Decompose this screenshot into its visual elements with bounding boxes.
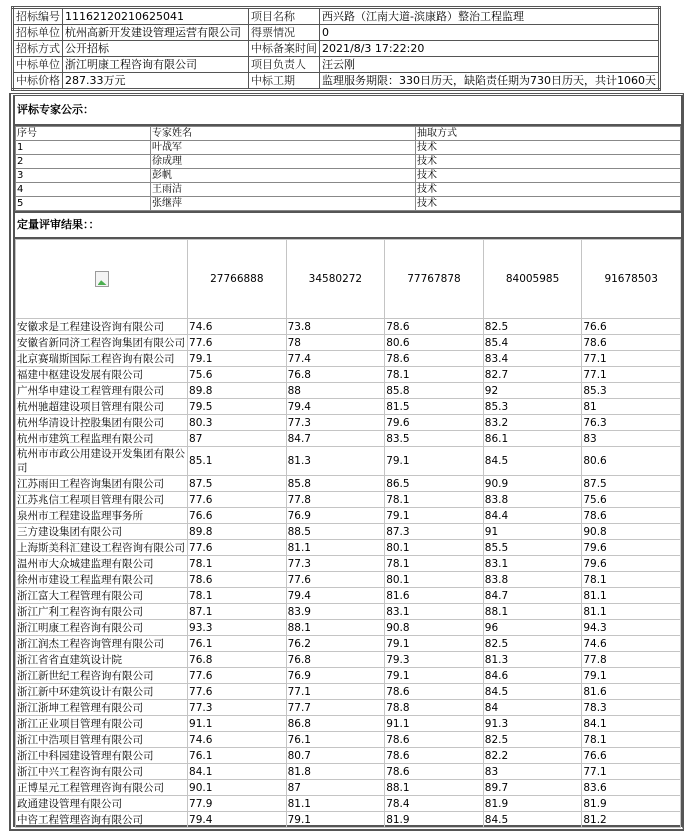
score-cell: 88.1 <box>286 620 385 636</box>
info-value: 公开招标 <box>63 41 249 57</box>
score-row <box>16 492 681 508</box>
score-cell: 76.6 <box>582 748 681 764</box>
score-cell: 76.8 <box>286 652 385 668</box>
score-cell: 82.2 <box>483 748 582 764</box>
score-cell: 79.6 <box>582 556 681 572</box>
expert-name: 徐成理 <box>151 155 416 169</box>
score-cell: 79.1 <box>385 447 484 476</box>
score-cell: 87.5 <box>582 476 681 492</box>
score-cell: 96 <box>483 620 582 636</box>
company-name: 江苏兆信工程项目管理有限公司 <box>16 492 188 508</box>
score-cell: 80.1 <box>385 572 484 588</box>
expert-name: 彭帆 <box>151 169 416 183</box>
score-cell: 78.1 <box>188 588 287 604</box>
company-name: 温州市大众城建监理有限公司 <box>16 556 188 572</box>
info-label: 中标单位 <box>13 57 63 73</box>
score-row <box>16 540 681 556</box>
expert-method: 技术 <box>416 183 681 197</box>
info-label: 中标备案时间 <box>249 41 320 57</box>
score-cell: 77.1 <box>582 764 681 780</box>
company-name: 北京赛瑞斯国际工程咨询有限公司 <box>16 351 188 367</box>
score-cell: 78.6 <box>385 748 484 764</box>
company-name: 杭州市市政公用建设开发集团有限公司 <box>16 447 188 476</box>
score-cell: 91 <box>483 524 582 540</box>
score-row <box>16 524 681 540</box>
score-cell: 78.6 <box>385 732 484 748</box>
company-name: 杭州市建筑工程监理有限公司 <box>16 431 188 447</box>
score-cell: 83.8 <box>483 572 582 588</box>
company-name: 杭州驰超建设项目管理有限公司 <box>16 399 188 415</box>
score-cell: 87.3 <box>385 524 484 540</box>
experts-header-name: 专家姓名 <box>151 127 416 141</box>
expert-index: 5 <box>16 197 151 211</box>
score-cell: 79.6 <box>385 415 484 431</box>
score-cell: 77.9 <box>188 796 287 812</box>
company-name: 浙江新中环建筑设计有限公司 <box>16 684 188 700</box>
score-row <box>16 319 681 335</box>
expert-row <box>16 155 681 169</box>
score-cell: 78.4 <box>385 796 484 812</box>
score-row <box>16 476 681 492</box>
score-cell: 80.7 <box>286 748 385 764</box>
score-cell: 84 <box>483 700 582 716</box>
score-cell: 74.6 <box>188 732 287 748</box>
score-cell: 91.1 <box>188 716 287 732</box>
score-cell: 76.9 <box>286 668 385 684</box>
score-row <box>16 335 681 351</box>
score-cell: 77.7 <box>286 700 385 716</box>
score-cell: 76.8 <box>188 652 287 668</box>
score-cell: 80.3 <box>188 415 287 431</box>
expert-row <box>16 169 681 183</box>
info-label: 中标工期 <box>249 73 320 90</box>
score-cell: 77.8 <box>286 492 385 508</box>
company-name: 上海斯美科汇建设工程咨询有限公司 <box>16 540 188 556</box>
info-label: 招标编号 <box>13 8 63 25</box>
scores-header-expert: 91678503 <box>582 240 681 319</box>
score-cell: 87.1 <box>188 604 287 620</box>
score-cell: 78.1 <box>582 732 681 748</box>
score-cell: 83.6 <box>582 780 681 796</box>
score-cell: 77.6 <box>188 335 287 351</box>
score-cell: 81.3 <box>286 447 385 476</box>
info-value: 西兴路（江南大道-滨康路）整治工程监理 <box>320 8 660 25</box>
company-name: 浙江中浩项目管理有限公司 <box>16 732 188 748</box>
score-cell: 81.9 <box>483 796 582 812</box>
info-value: 汪云刚 <box>320 57 660 73</box>
score-cell: 83.2 <box>483 415 582 431</box>
info-value: 监理服务期限：330日历天，缺陷责任期为730日历天，共计1060天 <box>320 73 660 90</box>
expert-index: 1 <box>16 141 151 155</box>
score-cell: 76.6 <box>582 319 681 335</box>
score-cell: 91.3 <box>483 716 582 732</box>
score-row <box>16 716 681 732</box>
score-row <box>16 732 681 748</box>
score-cell: 79.1 <box>286 812 385 828</box>
scores-header-expert: 84005985 <box>483 240 582 319</box>
company-name: 浙江润杰工程咨询管理有限公司 <box>16 636 188 652</box>
score-row <box>16 684 681 700</box>
score-cell: 76.9 <box>286 508 385 524</box>
info-value: 287.33万元 <box>63 73 249 90</box>
score-cell: 82.5 <box>483 319 582 335</box>
company-name: 福建中枢建设发展有限公司 <box>16 367 188 383</box>
info-row <box>13 8 660 25</box>
score-cell: 75.6 <box>188 367 287 383</box>
score-cell: 81.9 <box>385 812 484 828</box>
score-row <box>16 415 681 431</box>
info-value: 11162120210625041 <box>63 8 249 25</box>
score-cell: 76.8 <box>286 367 385 383</box>
score-cell: 76.1 <box>188 636 287 652</box>
score-cell: 78.1 <box>582 572 681 588</box>
score-cell: 90.9 <box>483 476 582 492</box>
company-name: 杭州华清设计控股集团有限公司 <box>16 415 188 431</box>
score-cell: 89.8 <box>188 524 287 540</box>
score-cell: 79.5 <box>188 399 287 415</box>
score-row <box>16 447 681 476</box>
score-row <box>16 812 681 828</box>
score-cell: 84.5 <box>483 447 582 476</box>
score-cell: 84.7 <box>286 431 385 447</box>
scores-header-expert: 34580272 <box>286 240 385 319</box>
score-cell: 78.6 <box>385 764 484 780</box>
score-row <box>16 383 681 399</box>
evaluation-section-title: 定量评审结果：： <box>15 211 681 239</box>
company-name: 泉州市工程建设监理事务所 <box>16 508 188 524</box>
info-value: 0 <box>320 25 660 41</box>
info-value: 杭州高新开发建设管理运营有限公司 <box>63 25 249 41</box>
score-cell: 94.3 <box>582 620 681 636</box>
info-label: 招标方式 <box>13 41 63 57</box>
scores-header-expert: 27766888 <box>188 240 287 319</box>
score-cell: 78.8 <box>385 700 484 716</box>
score-cell: 81.3 <box>483 652 582 668</box>
score-cell: 77.1 <box>582 351 681 367</box>
score-cell: 89.8 <box>188 383 287 399</box>
score-cell: 78.1 <box>385 492 484 508</box>
score-cell: 81.1 <box>286 796 385 812</box>
score-cell: 84.4 <box>483 508 582 524</box>
score-cell: 83.1 <box>483 556 582 572</box>
score-cell: 76.1 <box>286 732 385 748</box>
score-cell: 79.6 <box>582 540 681 556</box>
score-cell: 85.4 <box>483 335 582 351</box>
score-cell: 81.5 <box>385 399 484 415</box>
score-cell: 90.1 <box>188 780 287 796</box>
expert-index: 4 <box>16 183 151 197</box>
score-cell: 79.3 <box>385 652 484 668</box>
score-cell: 74.6 <box>582 636 681 652</box>
score-cell: 85.8 <box>286 476 385 492</box>
score-cell: 80.6 <box>582 447 681 476</box>
score-row <box>16 588 681 604</box>
info-row <box>13 41 660 57</box>
score-cell: 85.3 <box>582 383 681 399</box>
score-cell: 81.9 <box>582 796 681 812</box>
score-cell: 74.6 <box>188 319 287 335</box>
score-cell: 78.6 <box>582 335 681 351</box>
info-value: 2021/8/3 17:22:20 <box>320 41 660 57</box>
company-name: 浙江省省直建筑设计院 <box>16 652 188 668</box>
company-name: 江苏雨田工程咨询集团有限公司 <box>16 476 188 492</box>
score-cell: 75.6 <box>582 492 681 508</box>
score-cell: 81.6 <box>582 684 681 700</box>
score-cell: 77.1 <box>286 684 385 700</box>
company-name: 广州华申建设工程管理有限公司 <box>16 383 188 399</box>
info-row <box>13 57 660 73</box>
info-row <box>13 25 660 41</box>
score-row <box>16 636 681 652</box>
scores-header-row <box>16 240 681 319</box>
score-cell: 87.5 <box>188 476 287 492</box>
score-cell: 73.8 <box>286 319 385 335</box>
results-panel <box>9 93 684 831</box>
score-cell: 78.1 <box>385 367 484 383</box>
score-cell: 87 <box>188 431 287 447</box>
score-cell: 78.6 <box>188 572 287 588</box>
score-cell: 79.1 <box>385 636 484 652</box>
score-cell: 84.7 <box>483 588 582 604</box>
company-name: 安徽求是工程建设咨询有限公司 <box>16 319 188 335</box>
score-row <box>16 620 681 636</box>
expert-index: 3 <box>16 169 151 183</box>
score-cell: 78.6 <box>385 319 484 335</box>
company-name: 浙江浙坤工程管理有限公司 <box>16 700 188 716</box>
score-cell: 89.7 <box>483 780 582 796</box>
score-cell: 77.8 <box>582 652 681 668</box>
score-cell: 83.4 <box>483 351 582 367</box>
score-cell: 93.3 <box>188 620 287 636</box>
company-name: 安徽省新同济工程咨询集团有限公司 <box>16 335 188 351</box>
score-cell: 87 <box>286 780 385 796</box>
score-cell: 88 <box>286 383 385 399</box>
company-name: 政通建设管理有限公司 <box>16 796 188 812</box>
expert-index: 2 <box>16 155 151 169</box>
score-cell: 76.2 <box>286 636 385 652</box>
expert-name: 张继萍 <box>151 197 416 211</box>
experts-table <box>15 126 681 211</box>
score-row <box>16 796 681 812</box>
score-cell: 88.5 <box>286 524 385 540</box>
score-cell: 77.4 <box>286 351 385 367</box>
score-cell: 78.6 <box>385 684 484 700</box>
score-cell: 78.1 <box>188 556 287 572</box>
score-cell: 80.1 <box>385 540 484 556</box>
score-row <box>16 604 681 620</box>
experts-header-row <box>16 127 681 141</box>
score-cell: 82.7 <box>483 367 582 383</box>
company-name: 浙江富大工程管理有限公司 <box>16 588 188 604</box>
score-cell: 78.6 <box>385 351 484 367</box>
score-cell: 83 <box>582 431 681 447</box>
score-cell: 79.4 <box>188 812 287 828</box>
score-cell: 86.1 <box>483 431 582 447</box>
scores-header-corner <box>16 240 188 319</box>
score-row <box>16 399 681 415</box>
score-cell: 81.8 <box>286 764 385 780</box>
company-name: 浙江中兴工程咨询有限公司 <box>16 764 188 780</box>
score-cell: 77.3 <box>286 556 385 572</box>
company-name: 浙江广利工程咨询有限公司 <box>16 604 188 620</box>
score-cell: 82.5 <box>483 732 582 748</box>
score-row <box>16 572 681 588</box>
company-name: 浙江中科园建设管理有限公司 <box>16 748 188 764</box>
score-cell: 76.3 <box>582 415 681 431</box>
score-cell: 78.6 <box>582 508 681 524</box>
broken-image-icon <box>95 271 109 287</box>
score-cell: 85.3 <box>483 399 582 415</box>
expert-row <box>16 197 681 211</box>
score-cell: 84.5 <box>483 684 582 700</box>
score-cell: 81.1 <box>582 588 681 604</box>
score-cell: 84.5 <box>483 812 582 828</box>
info-label: 项目名称 <box>249 8 320 25</box>
score-cell: 88.1 <box>385 780 484 796</box>
score-cell: 81.2 <box>582 812 681 828</box>
score-row <box>16 780 681 796</box>
score-cell: 83.1 <box>385 604 484 620</box>
score-cell: 81.6 <box>385 588 484 604</box>
expert-name: 叶战军 <box>151 141 416 155</box>
score-cell: 82.5 <box>483 636 582 652</box>
company-name: 徐州市建设工程监理有限公司 <box>16 572 188 588</box>
score-cell: 81.1 <box>582 604 681 620</box>
score-cell: 81.1 <box>286 540 385 556</box>
score-cell: 79.1 <box>582 668 681 684</box>
score-cell: 79.1 <box>385 508 484 524</box>
score-cell: 78 <box>286 335 385 351</box>
scores-header-expert: 77767878 <box>385 240 484 319</box>
score-cell: 90.8 <box>582 524 681 540</box>
score-cell: 92 <box>483 383 582 399</box>
score-cell: 85.1 <box>188 447 287 476</box>
score-cell: 83.9 <box>286 604 385 620</box>
experts-header-method: 抽取方式 <box>416 127 681 141</box>
company-name: 浙江明康工程咨询有限公司 <box>16 620 188 636</box>
info-value: 浙江明康工程咨询有限公司 <box>63 57 249 73</box>
score-cell: 78.1 <box>385 556 484 572</box>
score-cell: 77.3 <box>286 415 385 431</box>
bid-info-table <box>11 6 661 91</box>
score-cell: 79.1 <box>385 668 484 684</box>
score-row <box>16 700 681 716</box>
score-row <box>16 351 681 367</box>
score-cell: 76.6 <box>188 508 287 524</box>
score-cell: 81 <box>582 399 681 415</box>
company-name: 三方建设集团有限公司 <box>16 524 188 540</box>
score-cell: 79.1 <box>188 351 287 367</box>
score-cell: 86.8 <box>286 716 385 732</box>
score-cell: 76.1 <box>188 748 287 764</box>
experts-header-index: 序号 <box>16 127 151 141</box>
score-row <box>16 431 681 447</box>
score-row <box>16 668 681 684</box>
expert-method: 技术 <box>416 197 681 211</box>
score-cell: 77.6 <box>188 684 287 700</box>
expert-method: 技术 <box>416 169 681 183</box>
company-name: 浙江新世纪工程咨询有限公司 <box>16 668 188 684</box>
score-cell: 90.8 <box>385 620 484 636</box>
score-cell: 78.3 <box>582 700 681 716</box>
score-cell: 77.3 <box>188 700 287 716</box>
expert-row <box>16 183 681 197</box>
score-cell: 79.4 <box>286 588 385 604</box>
info-label: 得票情况 <box>249 25 320 41</box>
info-row <box>13 73 660 90</box>
scores-table <box>15 239 681 828</box>
info-label: 招标单位 <box>13 25 63 41</box>
company-name: 浙江正业项目管理有限公司 <box>16 716 188 732</box>
expert-row <box>16 141 681 155</box>
info-label: 中标价格 <box>13 73 63 90</box>
score-cell: 88.1 <box>483 604 582 620</box>
score-cell: 84.6 <box>483 668 582 684</box>
score-cell: 80.6 <box>385 335 484 351</box>
score-cell: 86.5 <box>385 476 484 492</box>
score-cell: 77.6 <box>188 492 287 508</box>
company-name: 正博星元工程管理咨询有限公司 <box>16 780 188 796</box>
score-cell: 77.6 <box>286 572 385 588</box>
score-row <box>16 764 681 780</box>
score-cell: 83.5 <box>385 431 484 447</box>
expert-method: 技术 <box>416 141 681 155</box>
expert-method: 技术 <box>416 155 681 169</box>
score-cell: 77.1 <box>582 367 681 383</box>
info-label: 项目负责人 <box>249 57 320 73</box>
score-row <box>16 652 681 668</box>
expert-name: 王雨洁 <box>151 183 416 197</box>
score-cell: 79.4 <box>286 399 385 415</box>
score-cell: 84.1 <box>582 716 681 732</box>
company-name: 中咨工程管理咨询有限公司 <box>16 812 188 828</box>
score-row <box>16 556 681 572</box>
score-cell: 77.6 <box>188 668 287 684</box>
experts-section-title: 评标专家公示： <box>15 96 681 126</box>
score-row <box>16 748 681 764</box>
score-row <box>16 367 681 383</box>
score-cell: 84.1 <box>188 764 287 780</box>
score-cell: 85.8 <box>385 383 484 399</box>
score-cell: 83 <box>483 764 582 780</box>
score-cell: 77.6 <box>188 540 287 556</box>
score-cell: 83.8 <box>483 492 582 508</box>
info-panel <box>9 6 692 91</box>
score-row <box>16 508 681 524</box>
score-cell: 85.5 <box>483 540 582 556</box>
score-cell: 91.1 <box>385 716 484 732</box>
